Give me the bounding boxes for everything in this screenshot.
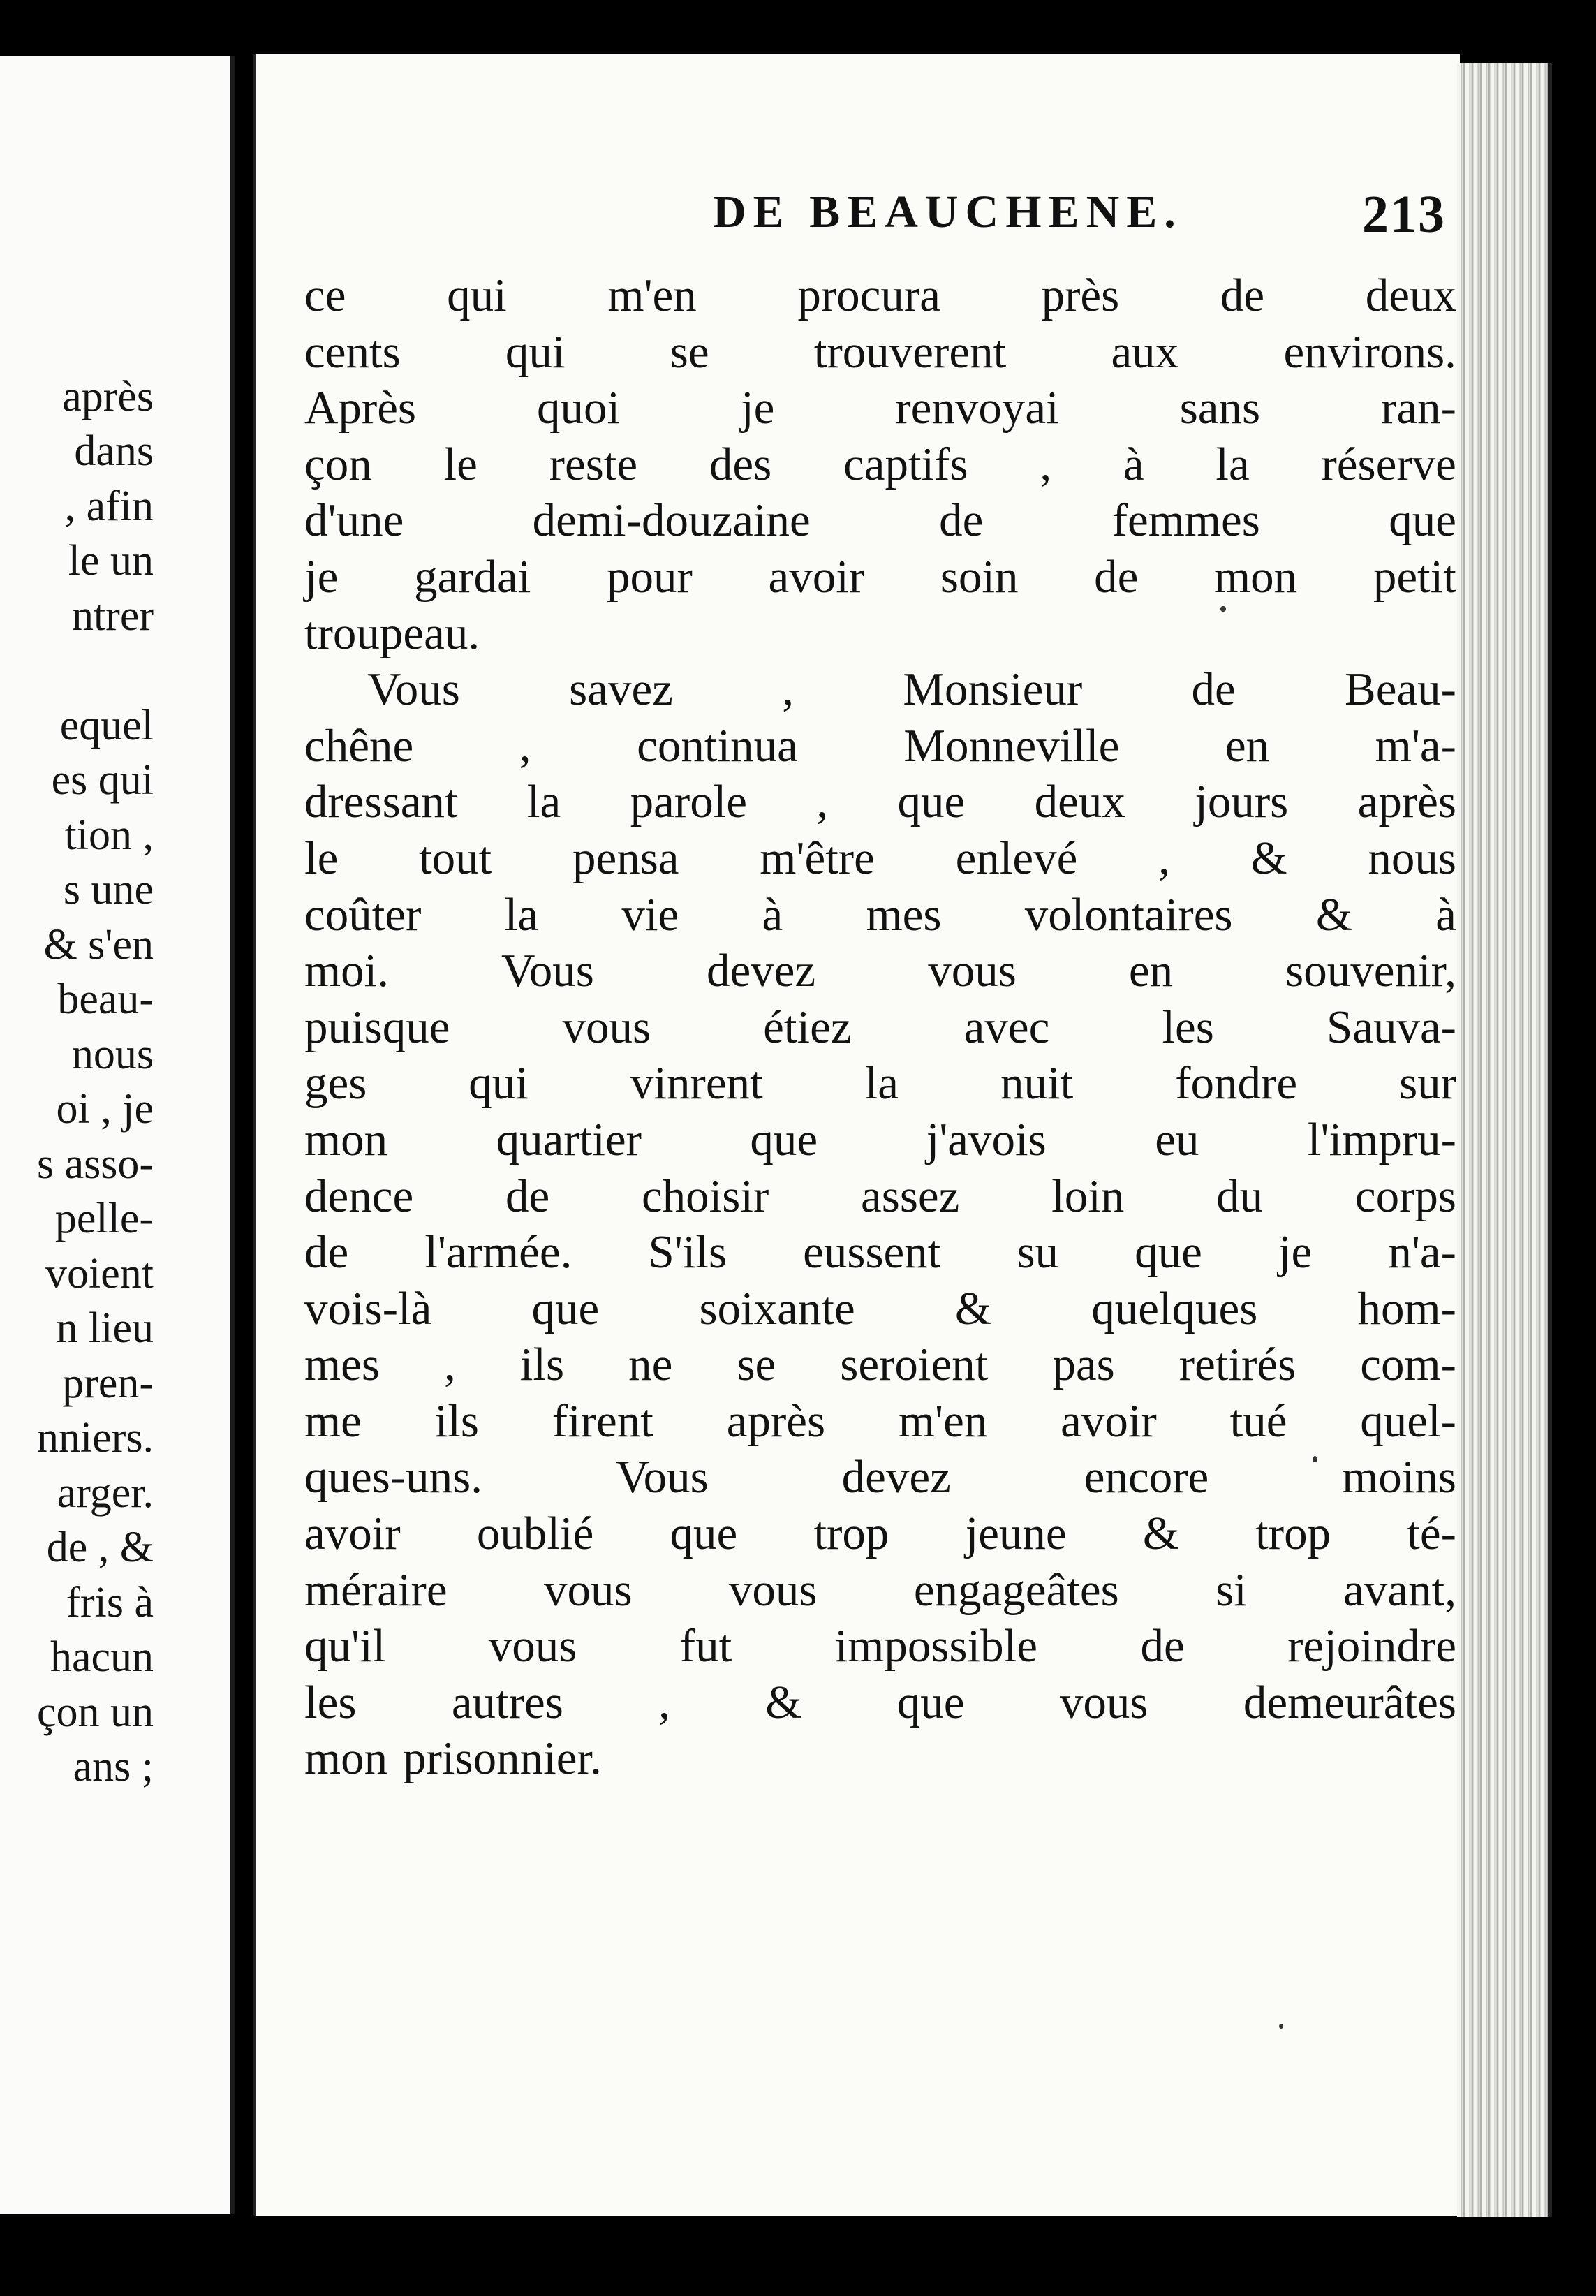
previous-page-line: nniers. [36,1414,154,1462]
text-line: cents qui se trouverent aux environs. [304,325,1456,378]
previous-page-line: nous [71,1030,154,1078]
text-line: avoir oublié que trop jeune & trop té- [304,1508,1456,1560]
previous-page-line: ntrer [71,591,154,640]
text-line: ques-uns. Vous devez encore moins [304,1451,1456,1503]
previous-page-line: & s'en [43,920,154,969]
text-line: dence de choisir assez loin du corps [304,1170,1456,1222]
previous-page-text [0,314,154,1795]
page-number: 213 [1362,185,1446,244]
body-text [304,267,1456,1787]
text-line: ges qui vinrent la nuit fondre sur [304,1057,1456,1110]
previous-page-line: pelle- [54,1195,154,1242]
text-line: me ils firent après m'en avoir tué quel- [304,1394,1456,1447]
text-line: dressant la parole , que deux jours après [304,776,1456,828]
text-line: Vous savez , Monsieur de Beau- [367,663,1456,716]
text-line: qu'il vous fut impossible de rejoindre [304,1620,1456,1672]
text-line: mon prisonnier. [304,1732,602,1785]
previous-page-line: arger. [57,1469,154,1517]
text-line: mes , ils ne se seroient pas retirés com- [304,1339,1456,1391]
text-line: moi. Vous devez vous en souvenir, [304,945,1456,997]
previous-page-line: s asso- [36,1140,154,1188]
previous-page-line: après [62,372,154,420]
running-title: DE BEAUCHENE. [713,186,1183,237]
text-line: méraire vous vous engageâtes si avant, [304,1563,1456,1616]
previous-page-line: , afin [64,482,154,530]
page-edges [1457,63,1552,2217]
ink-speck [1313,1456,1317,1462]
ink-speck [1279,2024,1283,2029]
previous-page-line: çon un [36,1688,154,1736]
text-line: je gardai pour avoir soin de mon petit [304,550,1456,603]
previous-page-line [0,643,154,698]
previous-page-line: ans ; [73,1743,154,1790]
previous-page-line: beau- [57,976,154,1023]
previous-page-line: n lieu [56,1304,154,1352]
text-line: çon le reste des captifs , à la réserve [304,438,1456,490]
ink-speck [1220,606,1226,612]
previous-page-line: s une [63,866,154,913]
previous-page-line: tion , [64,811,154,859]
previous-page-fragment [0,56,235,2214]
previous-page-line: oi , je [56,1085,154,1133]
text-line: coûter la vie à mes volontaires & à [304,888,1456,941]
text-line: d'une demi-douzaine de femmes que [304,494,1456,547]
text-line: de l'armée. S'ils eussent su que je n'a- [304,1226,1456,1279]
text-line: puisque vous étiez avec les Sauva- [304,1001,1456,1053]
text-line: Après quoi je renvoyai sans ran- [304,382,1456,434]
previous-page-line: voient [45,1249,154,1297]
previous-page-line [0,314,154,369]
text-line: mon quartier que j'avois eu l'impru- [304,1113,1456,1165]
previous-page-line: es qui [51,756,154,804]
book-page [253,54,1460,2216]
previous-page-line: hacun [50,1633,154,1681]
text-line: le tout pensa m'être enlevé , & nous [304,832,1456,884]
text-line: vois-là que soixante & quelques hom- [304,1282,1456,1334]
previous-page-line: dans [74,427,154,475]
text-line: chêne , continua Monneville en m'a- [304,719,1456,772]
previous-page-line: le un [68,537,154,584]
text-line: ce qui m'en procura près de deux [304,270,1456,321]
previous-page-line: de , & [46,1524,154,1571]
text-line: les autres , & que vous demeurâtes [304,1676,1456,1728]
text-line: troupeau. [304,607,480,659]
previous-page-line: equel [59,701,154,749]
previous-page-line: pren- [62,1359,154,1407]
previous-page-line: fris à [66,1578,154,1626]
running-head [455,179,1446,256]
